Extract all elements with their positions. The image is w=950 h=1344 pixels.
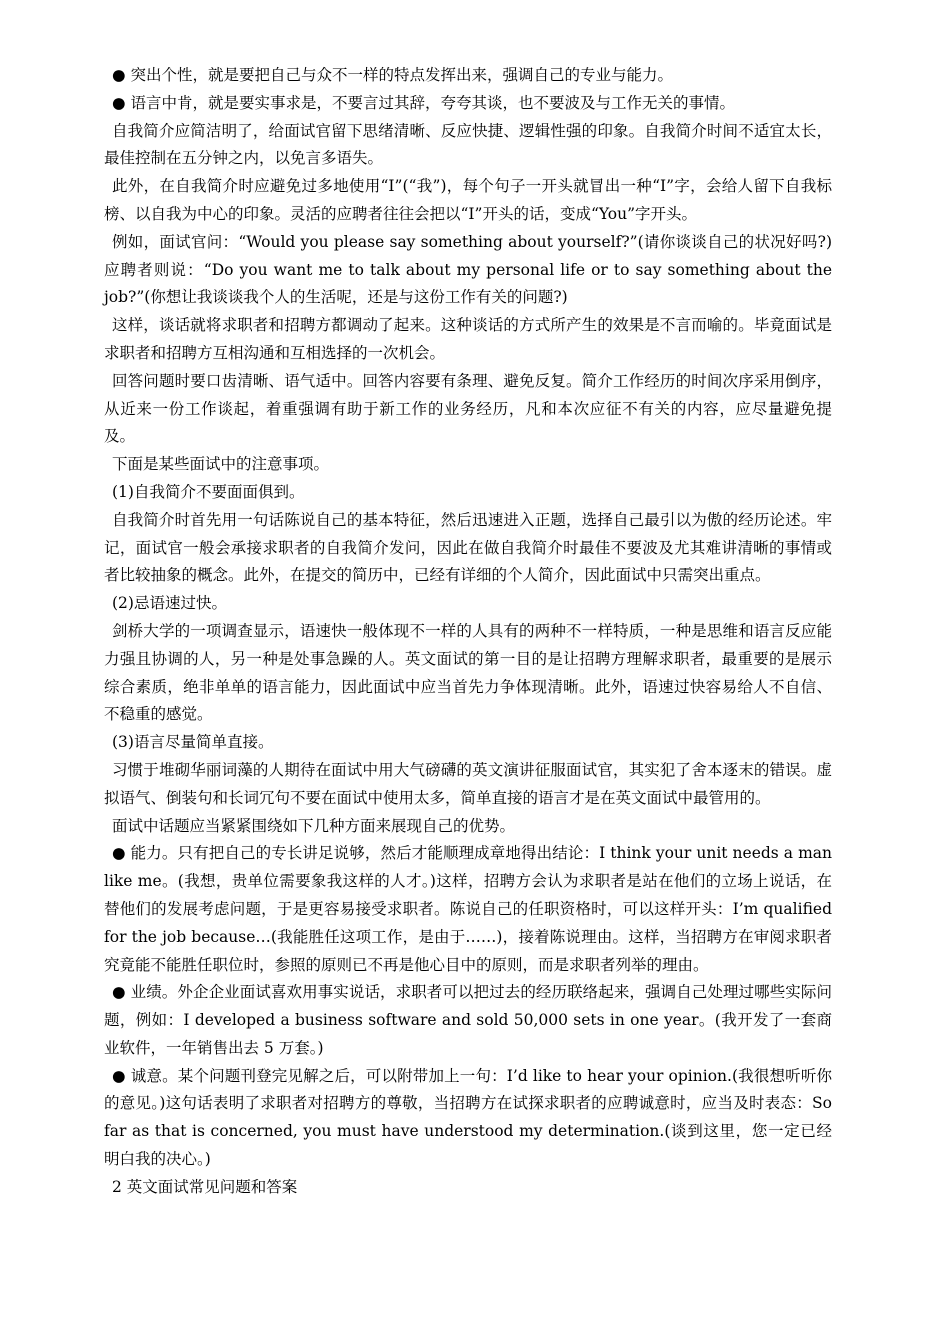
paragraph-avoid-i: 此外，在自我简介时应避免过多地使用“I”(“我”)，每个句子一开头就冒出一种“I”字，会给人留下自我标榜、以自我为中心的印象。灵活的应聘者往往会把以“I”开头的话，变成“You”字开头。: [104, 177, 832, 223]
paragraph-note-3: 习惯于堆砌华丽词藻的人期待在面试中用大气磅礴的英文演讲征服面试官，其实犯了舍本逐末的错误。虚拟语气、倒装句和长词冗句不要在面试中使用太多，简单直接的语言才是在英文面试中最管用的。: [104, 760, 832, 807]
document-body: [104, 62, 832, 1202]
bullet-ability: ● 能力。只有把自己的专长讲足说够，然后才能顺理成章地得出结论：I think your unit needs a man like me。(我想，贵单位需要象我这样的人才。)这样，招聘方会认为求职者是站在他们的立场上说话，在替他们的发展考虑问题，于是更容易接受求职者。陈说自己的任职资格时，可以这样开头：I’m qualified for the job because…(我能胜任这项工作，是由于……)，接着陈说理由。这样，当招聘方在审阅求职者究竟能不能胜任职位时，参照的原则已不再是他心目中的原则，而是求职者列举的理由。: [104, 844, 832, 974]
bullet-performance: ● 业绩。外企企业面试喜欢用事实说话，求职者可以把过去的经历联络起来，强调自己处理过哪些实际问题，例如：I developed a business software and sold 50,000 sets in one year。(我开发了一套商业软件，一年销售出去 5 万套。): [104, 983, 832, 1057]
paragraph-note-2: 剑桥大学的一项调查显示，语速快一般体现不一样的人具有的两种不一样特质，一种是思维和语言反应能力强且协调的人，另一种是处事急躁的人。英文面试的第一目的是让招聘方理解求职者，最重要的是展示综合素质，绝非单单的语言能力，因此面试中应当首先力争体现清晰。此外，语速过快容易给人不自信、不稳重的感觉。: [104, 621, 832, 724]
paragraph-note-1: 自我简介时首先用一句话陈说自己的基本特征，然后迅速进入正题，选择自己最引以为傲的经历论述。牢记，面试官一般会承接求职者的自我简介发问，因此在做自我简介时最佳不要波及尤其难讲清晰的事情或者比较抽象的概念。此外，在提交的简历中，已经有详细的个人简介，因此面试中只需突出重点。: [104, 510, 832, 585]
heading-note-1: (1)自我简介不要面面俱到。: [112, 482, 305, 501]
bullet-personality: ● 突出个性，就是要把自己与众不一样的特点发挥出来，强调自己的专业与能力。: [112, 66, 673, 84]
paragraph-effect: 这样，谈话就将求职者和招聘方都调动了起来。这种谈话的方式所产生的效果是不言而喻的。毕竟面试是求职者和招聘方互相沟通和互相选择的一次机会。: [104, 316, 832, 362]
heading-note-2: (2)忌语速过快。: [112, 594, 227, 613]
bullet-sincerity: ● 诚意。某个问题刊登完见解之后，可以附带加上一句：I’d like to hear your opinion.(我很想听听你的意见。)这句话表明了求职者对招聘方的尊敬，当招聘方在试探求职者的应聘诚意时，应当及时表态：So far as that is concerned, you must have understood my determination.(谈到这里，您一定已经明白我的决心。): [104, 1066, 832, 1169]
heading-note-3: (3)语言尽量简单直接。: [112, 733, 274, 752]
paragraph-intro-concise: 自我简介应简洁明了，给面试官留下思绪清晰、反应快捷、逻辑性强的印象。自我简介时间不适宜太长，最佳控制在五分钟之内，以免言多语失。: [104, 121, 832, 168]
section-heading-2: 2 英文面试常见问题和答案: [112, 1177, 298, 1196]
paragraph-topics-intro: 面试中话题应当紧紧围绕如下几种方面来展现自己的优势。: [112, 816, 516, 835]
bullet-language: ● 语言中肯，就是要实事求是，不要言过其辞，夸夸其谈，也不要波及与工作无关的事情。: [112, 93, 735, 112]
paragraph-answering: 回答问题时要口齿清晰、语气适中。回答内容要有条理、避免反复。简介工作经历的时间次序采用倒序，从近来一份工作谈起，着重强调有助于新工作的业务经历，凡和本次应征不有关的内容，应尽量避免提及。: [104, 371, 832, 446]
paragraph-notes-intro: 下面是某些面试中的注意事项。: [112, 455, 330, 474]
paragraph-example: 例如，面试官问：“Would you please say something about yourself?”(请你谈谈自己的状况好吗?)应聘者则说：“Do you want me to talk about my personal life or to say something about the job?”(你想让我谈谈我个人的生活呢，还是与这份工作有关的问题?): [104, 232, 832, 307]
